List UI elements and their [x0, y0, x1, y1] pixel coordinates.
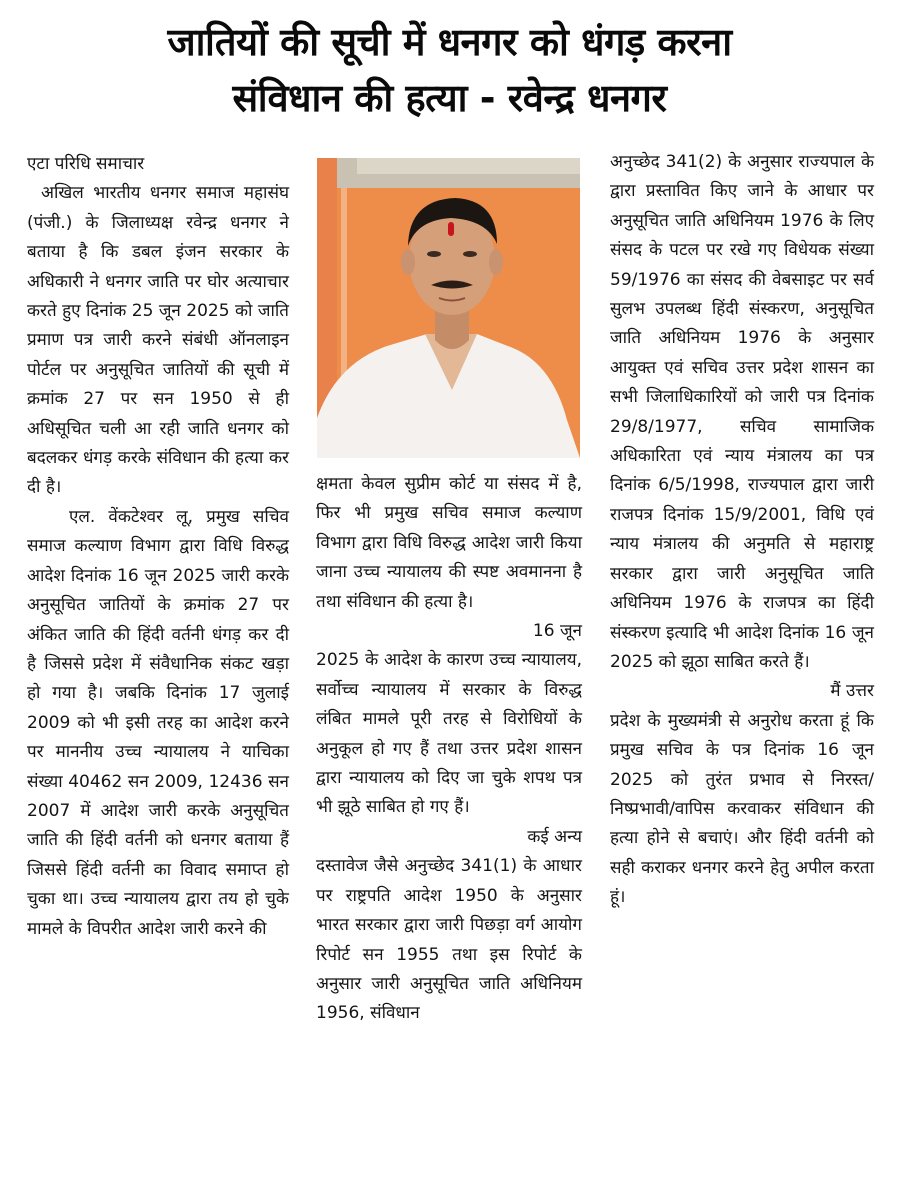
column-2-paragraph-1: क्षमता केवल सुप्रीम कोर्ट या संसद में है, फिर भी प्रमुख सचिव समाज कल्याण विभाग द्वारा विधि विरुद्ध आदेश जारी किया जाना उच्च न्यायालय की स्पष्ट अवमानना है तथा संविधान की हत्या है। — [316, 474, 582, 612]
column-1 — [27, 150, 289, 944]
portrait-photo — [317, 158, 580, 458]
headline-line-2: संविधान की हत्या - रवेन्द्र धनगर — [232, 76, 667, 120]
column-3 — [610, 148, 874, 913]
dateline: एटा परिधि समाचार — [27, 154, 145, 174]
column-2 — [316, 470, 582, 1029]
column-3-paragraph-2: प्रदेश के मुख्यमंत्री से अनुरोध करता हूं कि प्रमुख सचिव के पत्र दिनांक 16 जून 2025 को तुरंत प्रभाव से निरस्त/निष्प्रभावी/वापिस करवाकर संविधान की हत्या होने से बचाएं। और हिंदी वर्तनी को सही कराकर धनगर करने हेतु अपील करता हूं। — [610, 710, 874, 908]
headline-line-1: जातियों की सूची में धनगर को धंगड़ करना — [167, 20, 732, 64]
column-3-paragraph-2-lead: मैं उत्तर — [830, 681, 874, 702]
column-1-paragraph-2: एल. वेंकटेश्वर लू, प्रमुख सचिव समाज कल्याण विभाग द्वारा विधि विरुद्ध आदेश दिनांक 16 जून 2025 जारी करके अनुसूचित जातियों के क्रमांक 27 पर अंकित जाति की हिंदी वर्तनी धंगड़ कर दी है जिससे प्रदेश में संवैधानिक संकट खड़ा हो गया है। जबकि दिनांक 17 जुलाई 2009 को भी इसी तरह का आदेश करने पर माननीय उच्च न्यायालय ने याचिका संख्या 40462 सन 2009, 12436 सन 2007 में आदेश जारी करके अनुसूचित जाति की हिंदी वर्तनी को धनगर बताया हैं जिससे हिंदी वर्तनी का विवाद समाप्त हो चुका था। उच्च न्यायालय द्वारा तय हो चुके मामले के विपरीत आदेश जारी करने की — [27, 506, 289, 939]
column-3-paragraph-1: अनुच्छेद 341(2) के अनुसार राज्यपाल के द्वारा प्रस्तावित किए जाने के आधार पर अनुसूचित जाति अधिनियम 1976 के लिए संसद के पटल पर रखे गए विधेयक संख्या 59/1976 का संसद की वेबसाइट पर सर्व सुलभ उपलब्ध हिंदी संस्करण, अनुसूचित जाति अधिनियम 1976 के अनुसार आयुक्त एवं सचिव उत्तर प्रदेश शासन का सभी जिलाधिकारियों को जारी पत्र दिनांक 29/8/1977, सचिव सामाजिक अधिकारिता एवं न्याय मंत्रालय का पत्र दिनांक 6/5/1998, राज्यपाल द्वारा जारी राजपत्र दिनांक 15/9/2001, विधि एवं न्याय मंत्रालय की अनुमति से महाराष्ट्र सरकार द्वारा जारी अनुसूचित जाति अधिनियम 1976 के राजपत्र का हिंदी संस्करण इत्यादि भी आदेश दिनांक 16 जून 2025 को झूठा साबित करते हैं। — [610, 152, 874, 672]
column-2-paragraph-3: दस्तावेज जैसे अनुच्छेद 341(1) के आधार पर राष्ट्रपति आदेश 1950 के अनुसार भारत सरकार द्वारा जारी पिछड़ा वर्ग आयोग रिपोर्ट सन 1955 तथा इस रिपोर्ट के अनुसार जारी अनुसूचित जाति अधिनियम 1956, संविधान — [316, 856, 582, 1024]
column-2-paragraph-3-lead: कई अन्य — [527, 826, 582, 847]
headline — [20, 14, 879, 126]
column-1-paragraph-1: अखिल भारतीय धनगर समाज महासंघ (पंजी.) के जिलाध्यक्ष रवेन्द्र धनगर ने बताया है कि डबल इंजन सरकार के अधिकारी ने धनगर जाति पर घोर अत्याचार करते हुए दिनांक 25 जून 2025 को जाति प्रमाण पत्र जारी करने संबंधी ऑनलाइन पोर्टल पर अनुसूचित जातियों की सूची में क्रमांक 27 पर सन 1950 से ही अधिसूचित चली आ रही जाति धनगर को बदलकर धंगड़ करके संविधान की हत्या कर दी है। — [27, 183, 289, 498]
column-2-paragraph-2: 2025 के आदेश के कारण उच्च न्यायालय, सर्वोच्च न्यायालय में सरकार के विरुद्ध लंबित मामले पूरी तरह से विरोधियों के अनुकूल हो गए हैं तथा उत्तर प्रदेश शासन द्वारा न्यायालय को दिए जा चुके शपथ पत्र भी झूठे साबित हो गए हैं। — [316, 650, 582, 818]
portrait-illustration — [317, 158, 580, 458]
column-2-paragraph-2-lead: 16 जून — [532, 621, 582, 642]
